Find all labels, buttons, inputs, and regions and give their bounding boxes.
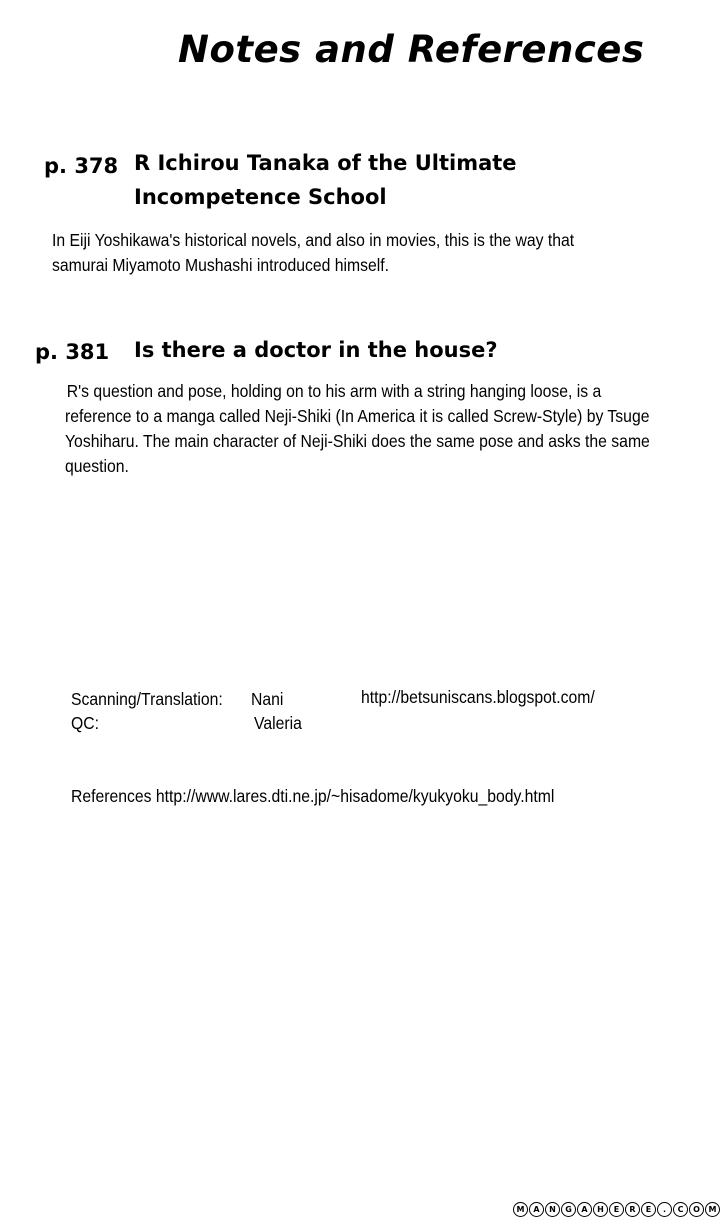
note-2-body — [65, 379, 650, 479]
watermark-letter: E — [609, 1202, 624, 1217]
note-2-body-line-4: question. — [65, 456, 129, 476]
credit-scanning-label: Scanning/Translation: — [71, 689, 223, 709]
credit-site-url[interactable]: http://betsuniscans.blogspot.com/ — [361, 687, 595, 707]
credit-qc-label: QC: — [71, 713, 100, 733]
note-1-heading-line-2: Incompetence School — [134, 185, 387, 209]
watermark-letter: H — [593, 1202, 608, 1217]
watermark-letter: C — [673, 1202, 688, 1217]
watermark-letter: E — [641, 1202, 656, 1217]
watermark-letter: G — [561, 1202, 576, 1217]
watermark-letter: M — [705, 1202, 720, 1217]
note-2-body-line-3: Yoshiharu. The main character of Neji-Shiki does the same pose and asks the same — [65, 431, 650, 451]
watermark-letter: N — [545, 1202, 560, 1217]
note-1-body-line-1: In Eiji Yoshikawa's historical novels, and also in movies, this is the way that — [52, 230, 575, 250]
note-1-page-ref: p. 378 — [44, 154, 119, 178]
note-2-body-line-1: R's question and pose, holding on to his arm with a string hanging loose, is a — [66, 381, 602, 401]
watermark-letter: . — [657, 1202, 672, 1217]
note-1-body-line-2: samurai Miyamoto Mushashi introduced himself. — [52, 255, 390, 275]
page-title: Notes and References — [178, 28, 645, 71]
note-2-body-line-2: reference to a manga called Neji-Shiki (In America it is called Screw-Style) by Tsuge — [65, 406, 650, 426]
note-2-page-ref: p. 381 — [35, 340, 110, 364]
watermark-letter: R — [625, 1202, 640, 1217]
credit-scanning-name: Nani — [251, 689, 284, 709]
references-line: References http://www.lares.dti.ne.jp/~hisadome/kyukyoku_body.html — [71, 786, 555, 806]
credit-qc-name: Valeria — [254, 713, 302, 733]
watermark-letter: A — [529, 1202, 544, 1217]
note-1-heading-line-1: R Ichirou Tanaka of the Ultimate — [134, 151, 517, 175]
watermark-letter: M — [513, 1202, 528, 1217]
watermark-logo — [513, 1202, 720, 1217]
note-1-body — [52, 228, 574, 278]
note-1-heading — [134, 146, 517, 214]
watermark-letter: A — [577, 1202, 592, 1217]
note-2-heading-line-1: Is there a doctor in the house? — [134, 338, 498, 362]
note-2-heading — [134, 333, 498, 367]
watermark-letter: O — [689, 1202, 704, 1217]
